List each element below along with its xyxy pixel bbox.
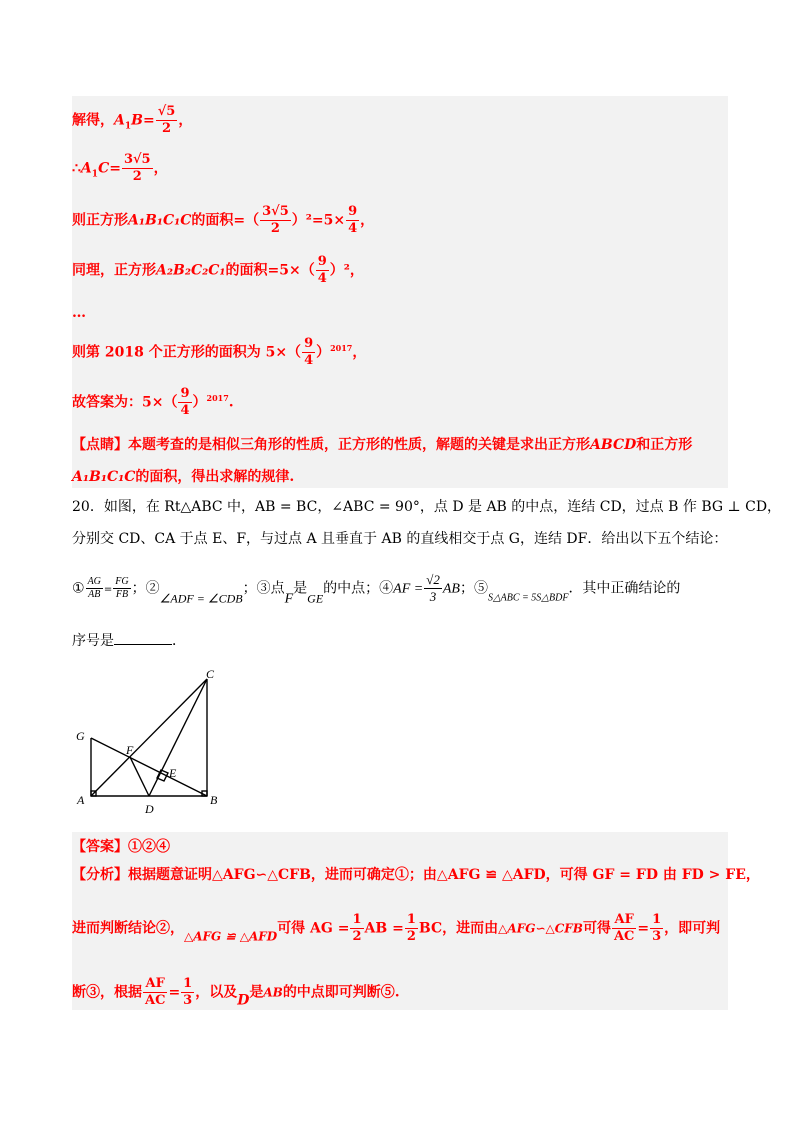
text: 故答案为：5×（ xyxy=(72,394,178,411)
numerator: 9 xyxy=(317,254,327,269)
text: ）²， xyxy=(329,262,364,279)
var: F xyxy=(284,591,294,607)
segment-AC xyxy=(91,679,207,796)
numerator: FG xyxy=(115,576,129,587)
denominator: 2 xyxy=(132,169,142,184)
text: ，以及 xyxy=(195,984,238,1001)
fraction xyxy=(260,204,291,237)
numerator: 1 xyxy=(406,912,416,927)
text: 的中点；④ xyxy=(323,580,394,597)
text: 根据题意证明△AFG∽△CFB，进而可确定①；由△AFG ≌ △AFD，可得 GF = FD 由 FD > FE， xyxy=(128,867,760,883)
text: = xyxy=(103,584,113,596)
solution-line-7 xyxy=(72,386,234,419)
label-F: F xyxy=(126,743,134,757)
note-line-2 xyxy=(72,468,294,486)
label-D: D xyxy=(145,802,154,816)
exponent: 2017 xyxy=(206,392,229,403)
text: ， xyxy=(178,112,193,129)
solution-line-1 xyxy=(72,104,192,137)
fraction xyxy=(346,204,359,237)
numerator: 9 xyxy=(304,336,314,351)
denominator: AC xyxy=(145,993,166,1008)
numerator: √2 xyxy=(426,572,440,587)
text: 序号是 xyxy=(72,633,114,649)
text: ， xyxy=(360,212,375,229)
fraction xyxy=(350,912,363,945)
var: D xyxy=(237,992,250,1009)
fraction xyxy=(612,912,636,945)
square-name: A₁B₁C₁C xyxy=(128,212,192,229)
label-G: G xyxy=(76,729,85,743)
text: ） xyxy=(316,344,331,361)
text: ， xyxy=(352,344,367,361)
solution-ellipsis: … xyxy=(72,305,86,321)
text: 的面积，得出求解的规律. xyxy=(135,469,295,485)
problem-line-2 xyxy=(72,530,727,548)
text: 是 xyxy=(249,984,264,1001)
text: ∴ xyxy=(72,160,81,177)
solution-line-4 xyxy=(72,254,364,287)
denominator: 4 xyxy=(304,353,314,368)
text: ① xyxy=(72,580,85,597)
answer-value: ①②④ xyxy=(128,839,170,855)
text: ，即可判 xyxy=(664,920,721,937)
denominator: AC xyxy=(613,929,635,944)
solution-line-2 xyxy=(72,152,168,185)
text: ；③点 xyxy=(242,580,285,597)
text: 如图，在 Rt△ABC 中，AB = BC，∠ABC = 90°，点 D 是 AB 的中点，连结 CD，过点 B 作 BG ⊥ CD， xyxy=(103,499,782,515)
numerator: 1 xyxy=(352,912,362,927)
segment-GB xyxy=(91,738,207,796)
geometry-figure xyxy=(74,666,226,818)
problem-line-4 xyxy=(72,632,186,650)
denominator: 3 xyxy=(183,993,193,1008)
var: B= xyxy=(131,112,155,129)
var: C= xyxy=(98,160,121,177)
text: 进而判断结论②， xyxy=(72,920,184,937)
denominator: 2 xyxy=(161,121,172,136)
solution-line-3 xyxy=(72,204,374,237)
fraction xyxy=(156,104,178,137)
text: ；② xyxy=(131,580,160,597)
denominator: FB xyxy=(115,589,129,600)
text: 可得 AG = xyxy=(277,920,350,937)
conclusion-2: ∠ADF = ∠CDB xyxy=(159,591,243,606)
fraction xyxy=(424,572,442,605)
var: GE xyxy=(307,591,324,606)
text: 则正方形 xyxy=(72,212,128,229)
fraction xyxy=(181,976,194,1009)
numerator: AG xyxy=(87,576,101,587)
text: 断③，根据 xyxy=(72,984,142,1001)
answer-blank xyxy=(114,632,172,645)
denominator: 3 xyxy=(429,589,437,604)
text: ． xyxy=(172,633,186,649)
numerator: AF xyxy=(143,976,167,993)
problem-line-1 xyxy=(72,498,781,516)
fraction xyxy=(86,576,103,601)
var: AB xyxy=(442,581,460,597)
analysis-label: 【分析】 xyxy=(72,867,128,883)
numerator: 9 xyxy=(180,386,190,401)
denominator: AB xyxy=(88,589,101,600)
numerator: √5 xyxy=(157,104,176,119)
text: 解得， xyxy=(72,112,114,129)
text: ） xyxy=(192,394,207,411)
text: 和正方形 xyxy=(636,437,693,453)
denominator: 3 xyxy=(652,929,662,944)
analysis-line-3 xyxy=(72,976,400,1010)
text: 同理，正方形 xyxy=(72,262,156,279)
fraction xyxy=(405,912,418,945)
exponent: 2017 xyxy=(330,342,353,353)
sub: 1 xyxy=(124,121,132,132)
numerator: 1 xyxy=(183,976,193,991)
numerator: 9 xyxy=(348,204,358,219)
square-name: A₁B₁C₁C xyxy=(72,469,136,485)
analysis-line-1 xyxy=(72,866,760,884)
square-name: A₂B₂C₂C₁ xyxy=(156,262,226,279)
text: BC，进而由 xyxy=(418,920,499,937)
text: ）²=5× xyxy=(291,212,346,229)
text: 的面积=5×（ xyxy=(225,262,315,279)
answer-label: 【答案】 xyxy=(72,839,128,855)
label-C: C xyxy=(206,667,215,681)
label-B: B xyxy=(210,793,218,807)
text: . xyxy=(228,394,234,411)
text: ；⑤ xyxy=(459,580,488,597)
denominator: 2 xyxy=(270,221,280,236)
text: AB = xyxy=(364,920,404,937)
denominator: 2 xyxy=(352,929,362,944)
solution-line-6 xyxy=(72,336,366,369)
text: 是 xyxy=(293,580,308,597)
label-E: E xyxy=(169,766,177,780)
text: ， xyxy=(153,160,168,177)
fraction xyxy=(143,976,167,1009)
text: ．其中正确结论的 xyxy=(568,580,681,597)
text: △AFG ≌ △AFD xyxy=(184,929,278,944)
fraction xyxy=(122,152,153,185)
problem-number: 20． xyxy=(72,499,104,515)
text: = xyxy=(637,920,650,937)
var: A xyxy=(80,160,92,177)
problem-conclusions xyxy=(72,572,680,609)
numerator: 3√5 xyxy=(262,204,289,219)
text: △AFG∽△CFB xyxy=(498,921,583,936)
fraction xyxy=(316,254,329,287)
var: AB xyxy=(263,985,283,1000)
numerator: 1 xyxy=(652,912,662,927)
text: 可得 xyxy=(582,920,611,937)
denominator: 4 xyxy=(348,221,358,236)
numerator: AF xyxy=(612,912,636,929)
analysis-line-2 xyxy=(72,912,720,946)
denominator: 4 xyxy=(317,271,327,286)
numerator: 3√5 xyxy=(123,152,151,167)
text: 则第 2018 个正方形的面积为 5×（ xyxy=(72,344,302,361)
answer-line xyxy=(72,838,170,856)
conclusion-5: S△ABC = 5S△BDF xyxy=(487,592,569,604)
denominator: 4 xyxy=(180,403,190,418)
text: 的中点即可判断⑤. xyxy=(282,984,400,1001)
fraction xyxy=(302,336,315,369)
note-line-1 xyxy=(72,436,692,454)
text: 分别交 CD、CA 于点 E、F，与过点 A 且垂直于 AB 的直线相交于点 G，连结 DF．给出以下五个结论： xyxy=(72,531,728,547)
sub: 1 xyxy=(91,169,99,180)
text: 本题考查的是相似三角形的性质，正方形的性质，解题的关键是求出正方形 xyxy=(128,437,590,453)
square-name: ABCD xyxy=(590,437,637,453)
solution-box xyxy=(72,96,728,488)
var: A xyxy=(114,112,125,129)
fraction xyxy=(650,912,663,945)
note-label: 【点睛】 xyxy=(72,437,128,453)
text: = xyxy=(168,984,181,1001)
var: AF = xyxy=(393,581,424,597)
fraction xyxy=(113,576,130,601)
text: 的面积=（ xyxy=(191,212,260,229)
denominator: 2 xyxy=(406,929,416,944)
label-A: A xyxy=(77,793,85,807)
fraction xyxy=(178,386,191,419)
